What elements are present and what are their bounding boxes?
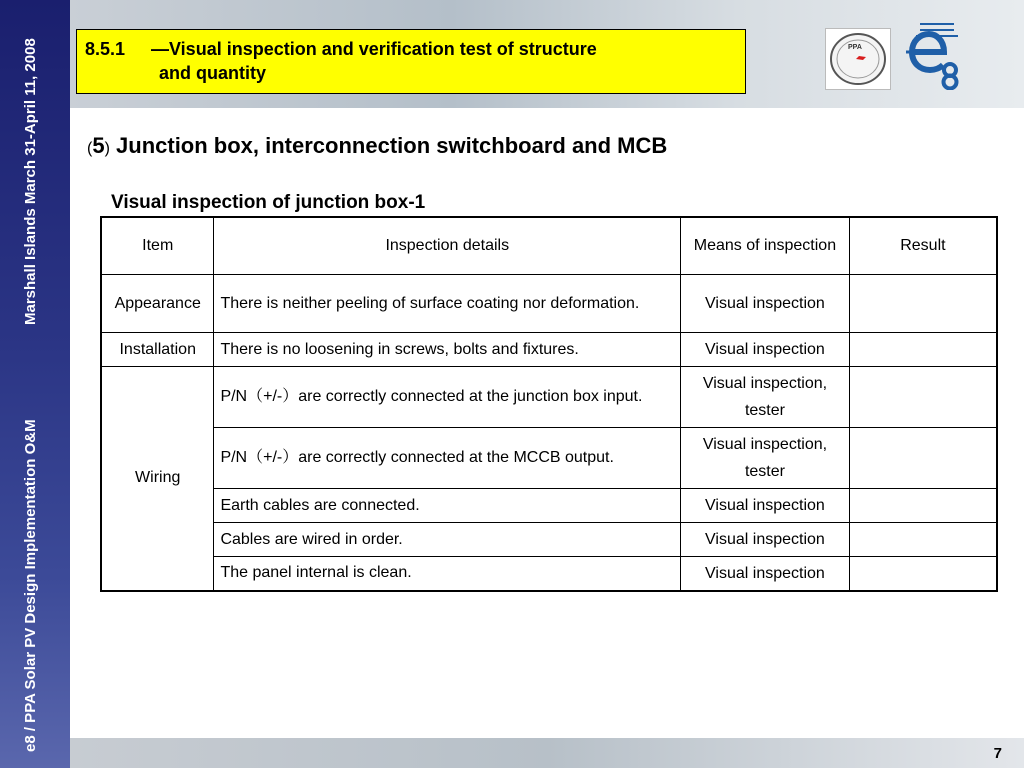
item-wiring: Wiring <box>101 367 214 591</box>
subtitle-paren-close: ) <box>104 140 110 157</box>
ppa-logo-text: PPA <box>848 44 862 51</box>
page-number: 7 <box>993 745 1002 762</box>
result-cell <box>849 489 997 523</box>
ppa-logo <box>825 28 891 90</box>
header-result: Result <box>849 217 997 275</box>
slide-title-box <box>76 29 746 94</box>
table-row <box>101 367 997 428</box>
means-cell: Visual inspection <box>681 489 850 523</box>
means-cell: Visual inspection <box>681 333 850 367</box>
result-cell <box>849 367 997 428</box>
section-number: 8.5.1 <box>85 39 126 59</box>
result-cell <box>849 275 997 333</box>
table-row <box>101 523 997 557</box>
detail-cell: The panel internal is clean. <box>214 557 681 591</box>
means-cell: Visual inspection <box>681 523 850 557</box>
item-appearance: Appearance <box>101 275 214 333</box>
table-row <box>101 275 997 333</box>
subtitle-paren-open: ( <box>87 140 93 157</box>
table-row <box>101 333 997 367</box>
means-cell: Visual inspection, tester <box>681 367 850 428</box>
left-sidebar-banner <box>0 0 70 768</box>
item-installation: Installation <box>101 333 214 367</box>
table-row <box>101 428 997 489</box>
detail-cell: Earth cables are connected. <box>214 489 681 523</box>
e8-logo-icon <box>902 20 972 90</box>
detail-cell: There is no loosening in screws, bolts and fixtures. <box>214 333 681 367</box>
table-heading: Visual inspection of junction box-1 <box>111 192 426 213</box>
header-inspection-details: Inspection details <box>214 217 681 275</box>
title-dash: — <box>151 39 169 59</box>
result-cell <box>849 333 997 367</box>
header-item: Item <box>101 217 214 275</box>
title-line-1: Visual inspection and verification test of structure <box>169 39 597 59</box>
sidebar-project-text: e8 / PPA Solar PV Design Implementation O&M <box>22 419 39 752</box>
result-cell <box>849 557 997 591</box>
header-means-of-inspection: Means of inspection <box>681 217 850 275</box>
ppa-logo-icon <box>826 29 890 89</box>
subtitle-text: Junction box, interconnection switchboard and MCB <box>109 133 668 158</box>
detail-cell: Cables are wired in order. <box>214 523 681 557</box>
table-header-row <box>101 217 997 275</box>
detail-cell: There is neither peeling of surface coating nor deformation. <box>214 275 681 333</box>
subtitle-number: 5 <box>92 133 105 158</box>
table-row <box>101 557 997 591</box>
result-cell <box>849 523 997 557</box>
bottom-banner <box>70 738 1024 768</box>
section-subtitle <box>87 133 667 159</box>
means-cell: Visual inspection <box>681 275 850 333</box>
means-cell: Visual inspection, tester <box>681 428 850 489</box>
result-cell <box>849 428 997 489</box>
table-row <box>101 489 997 523</box>
inspection-table <box>100 216 998 592</box>
detail-cell: P/N（+/-）are correctly connected at the MCCB output. <box>214 428 681 489</box>
title-line-2: and quantity <box>159 63 266 83</box>
e8-logo <box>902 20 972 90</box>
detail-cell: P/N（+/-）are correctly connected at the junction box input. <box>214 367 681 428</box>
means-cell: Visual inspection <box>681 557 850 591</box>
sidebar-event-text: Marshall Islands March 31-April 11, 2008 <box>22 38 39 325</box>
